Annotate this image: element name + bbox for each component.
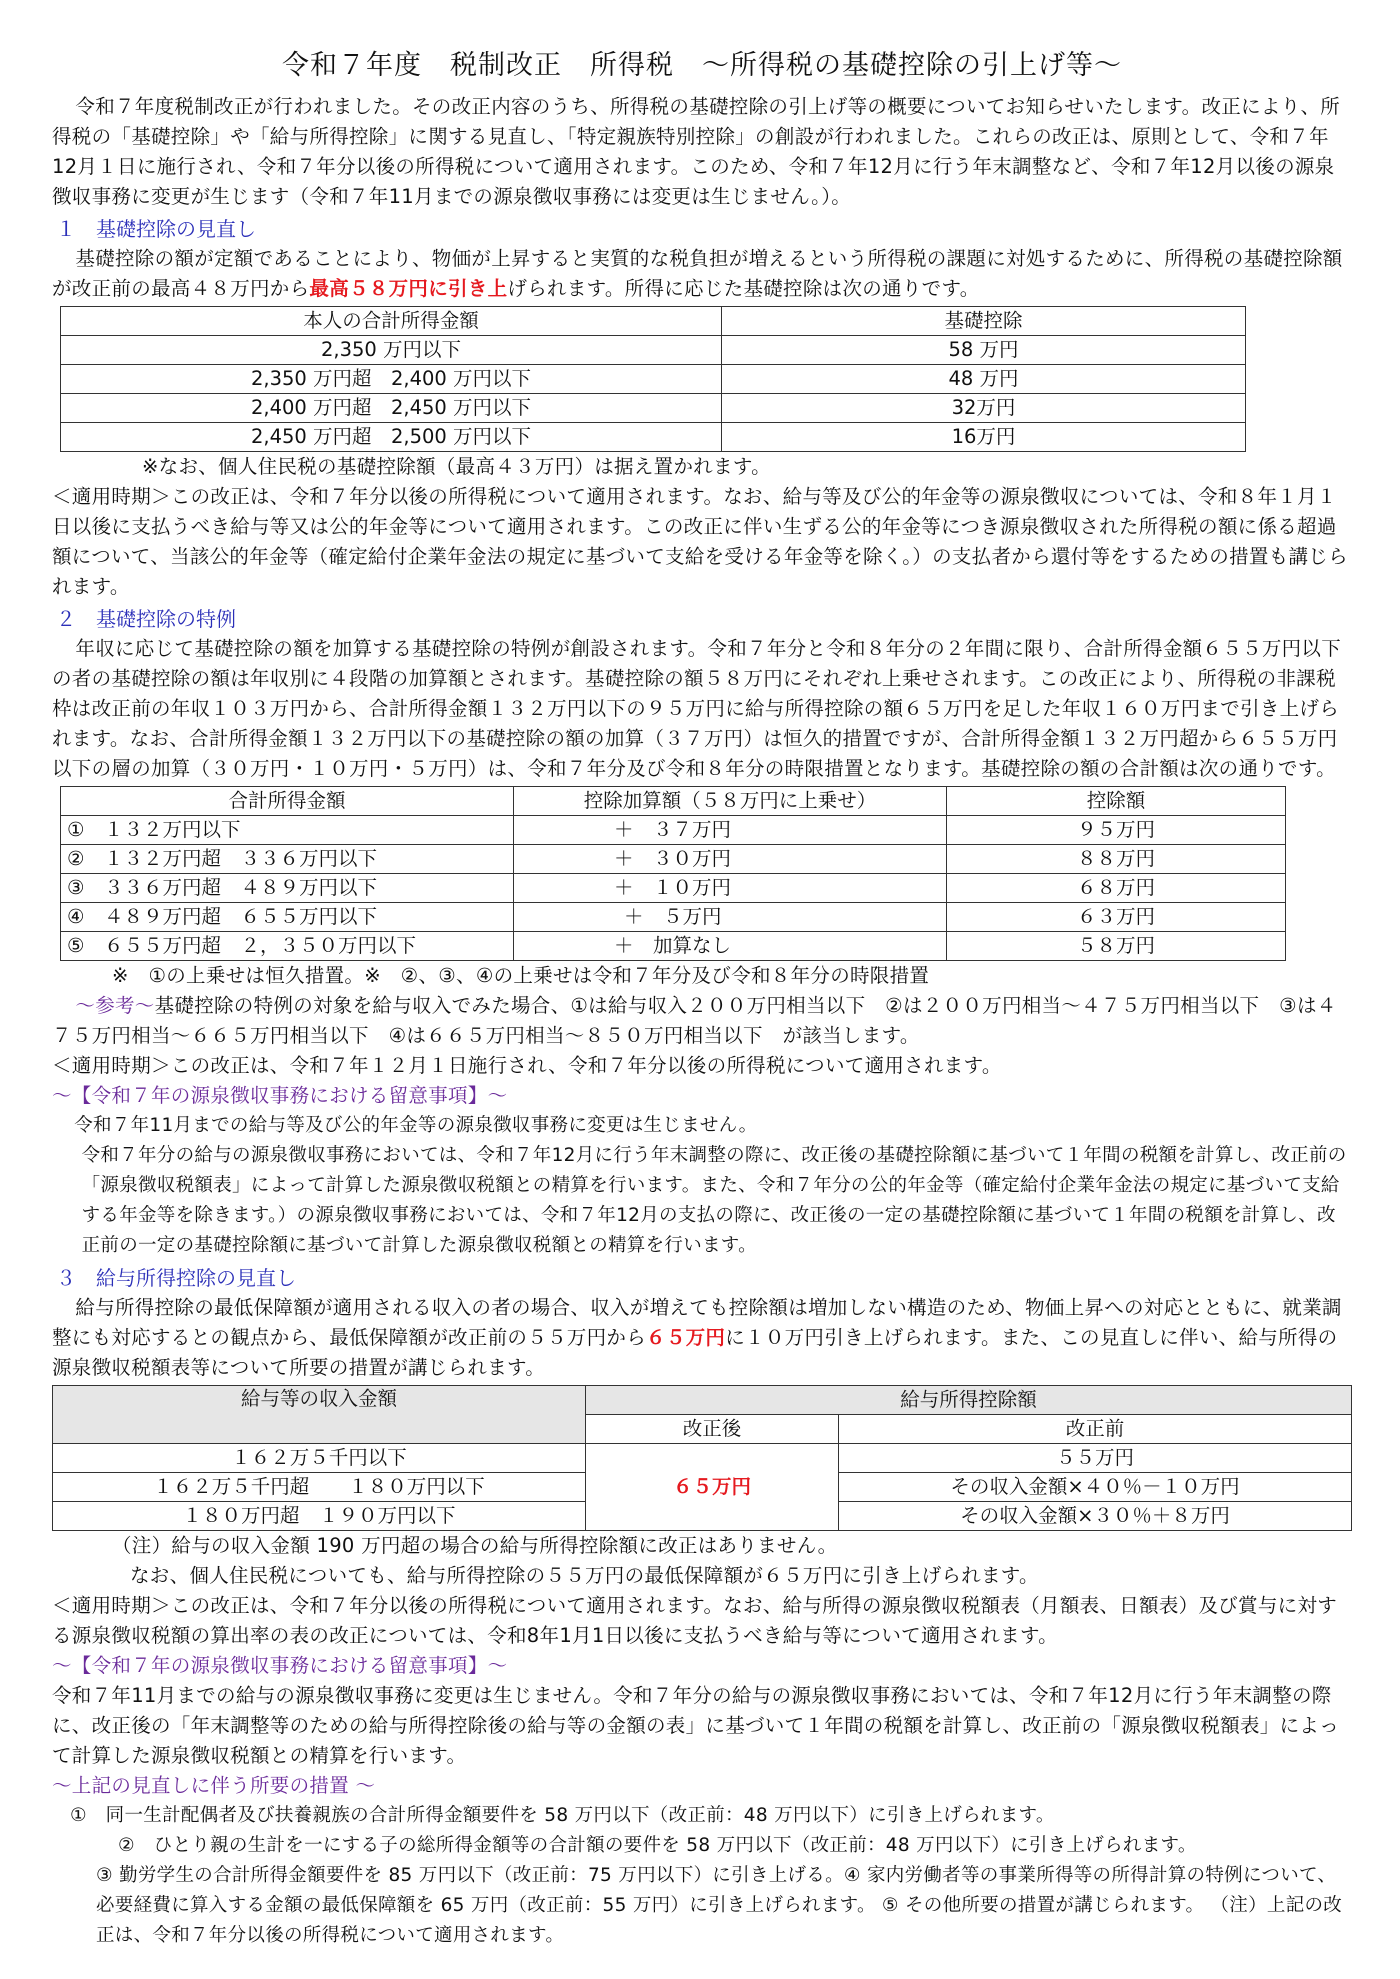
reference-text: 基礎控除の特例の対象を給与収入でみた場合、①は給与収入２００万円相当以下 ②は２００万円相当～４７５万円相当以下 ③は４７５万円相当～６６５万円相当以下 ④は６６５万円相当～８５０万円相当以下 が該当します。 [52,994,1337,1047]
table-cell: 32万円 [722,394,1246,423]
intro-paragraph: 令和７年度税制改正が行われました。その改正内容のうち、所得税の基礎控除の引上げ等の概要についてお知らせいたします。改正により、所得税の「基礎控除」や「給与所得控除」に関する見直し、「特定親族特別控除」の創設が行われました。これらの改正は、原則として、令和７年12月１日に施行され、令和７年分以後の所得税について適用されます。このため、令和７年12月に行う年末調整など、令和７年12月以後の源泉徴収事務に変更が生じます（令和７年11月までの源泉徴収事務には変更は生じません。）。 [52,95,1341,208]
salary-deduction-table [52,1385,1352,1531]
section-1-note: ※なお、個人住民税の基礎控除額（最高４３万円）は据え置かれます。 [142,455,771,478]
table-cell: 16万円 [722,423,1246,452]
table-cell: ８８万円 [947,845,1286,874]
table-header-cell: 給与等の収入金額 [53,1386,586,1444]
table-header-cell: 基礎控除 [722,307,1246,336]
table-header-cell: 合計所得金額 [61,787,514,816]
section-1-timing: ＜適用時期＞この改正は、令和７年分以後の所得税について適用されます。なお、給与等及び公的年金等の源泉徴収については、令和８年１月１日以後に支払うべき給与等又は公的年金等について適用されます。この改正に伴い生ずる公的年金等につき源泉徴収された所得税の額に係る超過額について、当該公的年金等（確定給付企業年金法の規定に基づいて支給を受ける年金等を除く。）の支払者から還付等をするための措置も講じられます。 [52,485,1348,598]
table-cell: その収入金額×３０％＋８万円 [839,1502,1352,1531]
section-3-paragraph [52,1293,1352,1383]
section-3-highlight: ６５万円 [646,1326,726,1349]
section-3-paragraph-b: に１０万円引き上げられます。また、この見直しに伴い、給与所得の源泉徴収税額表等について所要の措置が講じられます。 [52,1326,1338,1379]
table-row [53,1444,1352,1473]
table-cell: ① １３２万円以下 [61,816,514,845]
table-cell: ＋ ３７万円 [514,816,947,845]
table-header-cell: 控除加算額（５８万円に上乗せ） [514,787,947,816]
section-2-note: ※ ①の上乗せは恒久措置。※ ②、③、④の上乗せは令和７年分及び令和８年分の時限措置 [112,964,930,987]
table-cell: ② １３２万円超 ３３６万円以下 [61,845,514,874]
section-1-paragraph-b: げられます。所得に応じた基礎控除は次の通りです。 [507,277,980,300]
table-header-cell: 改正後 [586,1415,839,1444]
table-row [61,903,1286,932]
section-2-caution-1: 令和７年11月までの給与等及び公的年金等の源泉徴収事務に変更は生じません。 [74,1115,758,1136]
section-1-paragraph-a: 基礎控除の額が定額であることにより、物価が上昇すると実質的な税負担が増えるという所得税の課題に対処するために、所得税の基礎控除額が改正前の最高４８万円から [52,247,1343,300]
table-row [61,874,1286,903]
section-2-paragraph: 年収に応じて基礎控除の額を加算する基礎控除の特例が創設されます。令和７年分と令和８年分の２年間に限り、合計所得金額６５５万円以下の者の基礎控除の額は年収別に４段階の加算額とされます。基礎控除の額５８万円にそれぞれ上乗せされます。この改正により、所得税の非課税枠は改正前の年収１０３万円から、合計所得金額１３２万円以下の９５万円に給与所得控除の額６５万円を足した年収１６０万円まで引き上げられます。なお、合計所得金額１３２万円以下の基礎控除の額の加算（３７万円）は恒久的措置ですが、合計所得金額１３２万円超から６５５万円以下の層の加算（３０万円・１０万円・５万円）は、令和７年分及び令和８年分の時限措置となります。基礎控除の額の合計額は次の通りです。 [52,637,1342,780]
measure-item-3: ③ 勤労学生の合計所得金額要件を 85 万円以下（改正前：75 万円以下）に引き上げる。④ 家内労働者等の事業所得等の所得計算の特例について、必要経費に算入する金額の最低保障額を 65 万円（改正前：55 万円）に引き上げられます。 ⑤ その他所要の措置が講じられます。 （注）上記の改正は、令和７年分以後の所得税について適用されます。 [96,1865,1343,1946]
reference-label: ～参考～ [75,994,155,1017]
table-row [61,336,1246,365]
section-3-timing: ＜適用時期＞この改正は、令和７年分以後の所得税について適用されます。なお、給与所得の源泉徴収税額表（月額表、日額表）及び賞与に対する源泉徴収税額の算出率の表の改正については、令和8年1月1日以後に支払うべき給与等について適用されます。 [52,1594,1338,1647]
table-cell: 2,450 万円超 2,500 万円以下 [61,423,722,452]
table-cell: ６８万円 [947,874,1286,903]
table-cell: ５８万円 [947,932,1286,961]
page-title: 令和７年度 税制改正 所得税 ～所得税の基礎控除の引上げ等～ [282,50,1122,81]
section-2-reference [52,991,1352,1051]
section-3-paragraph-a: 給与所得控除の最低保障額が適用される収入の者の場合、収入が増えても控除額は増加しない構造のため、物価上昇への対応とともに、就業調整にも対応するとの観点から、最低保障額が改正前の５５万円から [52,1296,1342,1349]
table-cell: ④ ４８９万円超 ６５５万円以下 [61,903,514,932]
table-header-row [53,1386,1352,1415]
table-row [61,365,1246,394]
table-cell-after-value: ６５万円 [586,1444,839,1531]
section-3-note-2: なお、個人住民税についても、給与所得控除の５５万円の最低保障額が６５万円に引き上げられます。 [130,1564,1039,1587]
table-row [61,816,1286,845]
table-header-cell: 給与所得控除額 [586,1386,1352,1415]
table-cell: その収入金額×４０％－１０万円 [839,1473,1352,1502]
section-2-timing: ＜適用時期＞この改正は、令和７年１２月１日施行され、令和７年分以後の所得税について適用されます。 [52,1054,1002,1077]
table-cell: １８０万円超 １９０万円以下 [53,1502,586,1531]
table-cell: ９５万円 [947,816,1286,845]
table-row [61,845,1286,874]
section-3-caution-text: 令和７年11月までの給与の源泉徴収事務に変更は生じません。令和７年分の給与の源泉徴収事務においては、令和７年12月に行う年末調整の際に、改正後の「年末調整等のための給与所得控除後の給与等の金額の表」に基づいて１年間の税額を計算し、改正前の「源泉徴収税額表」によって計算した源泉徴収税額との精算を行います。 [52,1684,1340,1767]
table-cell: 2,350 万円超 2,400 万円以下 [61,365,722,394]
table-cell: ＋ ５万円 [514,903,947,932]
table-cell: ③ ３３６万円超 ４８９万円以下 [61,874,514,903]
table-header-row [61,787,1286,816]
special-deduction-table [60,786,1286,961]
table-cell: 48 万円 [722,365,1246,394]
table-cell: 2,400 万円超 2,450 万円以下 [61,394,722,423]
measure-item-1: ① 同一生計配偶者及び扶養親族の合計所得金額要件を 58 万円以下（改正前：48 万円以下）に引き上げられます。 [70,1805,1055,1826]
table-cell: ５５万円 [839,1444,1352,1473]
table-header-row [61,307,1246,336]
table-cell: 2,350 万円以下 [61,336,722,365]
section-1-highlight: 最高５８万円に引き上 [309,277,508,300]
measures-heading: ～上記の見直しに伴う所要の措置 ～ [52,1774,376,1797]
table-cell: ＋ 加算なし [514,932,947,961]
table-header-cell: 控除額 [947,787,1286,816]
table-row [61,932,1286,961]
section-3-note-1: （注）給与の収入金額 190 万円超の場合の給与所得控除額に改正はありません。 [112,1534,838,1557]
table-row [61,423,1246,452]
measure-item-2: ② ひとり親の生計を一にする子の総所得金額等の合計額の要件を 58 万円以下（改正前：48 万円以下）に引き上げられます。 [118,1835,1197,1856]
document-page [52,46,1352,1951]
table-cell: ＋ １０万円 [514,874,947,903]
section-2-heading: ２ 基礎控除の特例 [56,607,236,631]
table-header-cell: 改正前 [839,1415,1352,1444]
basic-deduction-table [60,306,1246,452]
table-cell: ＋ ３０万円 [514,845,947,874]
table-cell: １６２万５千円以下 [53,1444,586,1473]
table-cell: 58 万円 [722,336,1246,365]
section-3-caution-heading: ～【令和７年の源泉徴収事務における留意事項】～ [52,1654,508,1677]
section-1-heading: １ 基礎控除の見直し [56,217,256,241]
table-row [61,394,1246,423]
section-2-caution-heading: ～【令和７年の源泉徴収事務における留意事項】～ [52,1084,508,1107]
table-header-cell: 本人の合計所得金額 [61,307,722,336]
section-2-caution-2: 令和７年分の給与の源泉徴収事務においては、令和７年12月に行う年末調整の際に、改正後の基礎控除額に基づいて１年間の税額を計算し、改正前の「源泉徴収税額表」によって計算した源泉徴収税額との精算を行います。また、令和７年分の公的年金等（確定給付企業年金法の規定に基づいて支給する年金等を除きます。）の源泉徴収事務においては、令和７年12月の支払の際に、改正後の一定の基礎控除額に基づいて１年間の税額を計算し、改正前の一定の基礎控除額に基づいて計算した源泉徴収税額との精算を行います。 [81,1145,1347,1256]
table-cell: １６２万５千円超 １８０万円以下 [53,1473,586,1502]
section-1-paragraph [52,244,1352,304]
table-cell: ６３万円 [947,903,1286,932]
table-cell: ⑤ ６５５万円超 ２，３５０万円以下 [61,932,514,961]
section-3-heading: ３ 給与所得控除の見直し [56,1266,296,1290]
